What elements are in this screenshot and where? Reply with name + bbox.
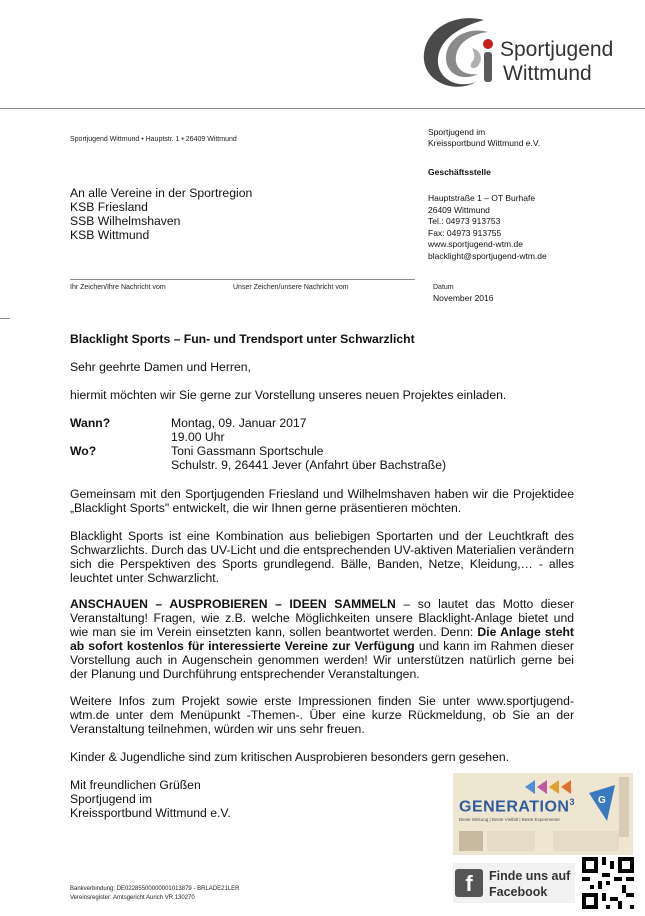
g3-logo-icon <box>589 785 615 821</box>
footer-block <box>70 885 239 903</box>
recipient-line: SSB Wilhelmshaven <box>70 214 181 228</box>
logo-line2: Wittmund <box>503 62 592 85</box>
recipient-line: An alle Vereine in der Sportregion <box>70 186 253 200</box>
generation-superscript: 3 <box>569 797 575 807</box>
motto-text: ANSCHAUEN – AUSPROBIEREN – IDEEN SAMMELN <box>70 597 396 611</box>
where-address: Schulstr. 9, 26441 Jever (Anfahrt über Bachstraße) <box>171 458 447 472</box>
address-line: 26409 Wittmund <box>428 204 490 215</box>
paragraph-description: Blacklight Sports ist eine Kombination aus beliebigen Sportarten und der Leuchtkraft des Schwarzlichts. Durch das UV-Licht und die entsprechenden UV-aktiven Materialien verändern sich die Perspektiven des Sports grundlegend. Bälle, Banden, Netze, Kleidung,… - alles leuchtet unter Schwarzlicht. <box>70 529 575 585</box>
paragraph-motto <box>70 597 574 681</box>
tel-line: Tel.: 04973 913753 <box>428 216 501 226</box>
facebook-link[interactable] <box>453 863 575 903</box>
register-details: Vereinsregister: Amtsgericht Aurich VR 130270 <box>70 895 195 901</box>
your-reference-label: Ihr Zeichen/Ihre Nachricht vom <box>70 284 166 291</box>
org-info-block <box>428 127 540 149</box>
org-line: Sportjugend im <box>428 127 486 137</box>
where-venue: Toni Gassmann Sportschule <box>171 444 324 458</box>
sportjugend-logo-icon <box>414 12 504 100</box>
date-label: Datum <box>433 284 454 291</box>
facebook-icon: f <box>455 869 483 897</box>
address-line: Hauptstraße 1 – OT Burhafe <box>428 193 536 203</box>
closing-line: Mit freundlichen Grüßen <box>70 778 201 792</box>
org-line: Kreissportbund Wittmund e.V. <box>428 138 541 148</box>
free-offer-text: Die Anlage steht ab sofort kostenlos für interessierte Vereine zur Verfügung <box>70 625 574 653</box>
date-value: November 2016 <box>433 293 494 303</box>
our-reference-label: Unser Zeichen/unsere Nachricht vom <box>233 284 349 291</box>
when-date: Montag, 09. Januar 2017 <box>171 416 307 430</box>
closing-line: Sportjugend im <box>70 792 152 806</box>
generation-title-text: GENERATION <box>459 798 570 816</box>
recipient-address <box>70 186 252 242</box>
closing-line: Kreissportbund Wittmund e.V. <box>70 806 231 820</box>
where-label: Wo? <box>70 444 97 458</box>
logo-line1: Sportjugend <box>500 38 614 61</box>
when-time: 19.00 Uhr <box>171 430 225 444</box>
program-logo-icon <box>553 831 619 851</box>
intro-text: hiermit möchten wir Sie gerne zur Vorstellung unseres neuen Projektes einladen. <box>70 388 507 402</box>
lower-saxony-crest-icon <box>459 831 483 851</box>
facebook-line2: Facebook <box>489 885 548 899</box>
letter-subject: Blacklight Sports – Fun- und Trendsport unter Schwarzlicht <box>70 332 415 346</box>
paragraph-project: Gemeinsam mit den Sportjugenden Friesland und Wilhelmshaven haben wir die Projektidee „Blacklight Sports" entwickelt, die wir Ihnen gerne präsentieren möchten. <box>70 487 574 515</box>
motto-body-1: – so lautet das Motto dieser Veranstaltung! Fragen, wie z.B. welche Möglichkeiten unsere Blacklight-Anlage bietet und wie man sie im Verein einsetzten kann, sollen beantwortet werden. Denn: <box>70 597 575 639</box>
office-heading: Geschäftsstelle <box>428 167 491 177</box>
office-address <box>428 193 547 262</box>
generation-title <box>459 797 575 816</box>
bank-details: Bankverbindung: DE02285500000001013879 - BRLADE21LER <box>70 886 240 892</box>
sender-line: Sportjugend Wittmund • Hauptstr. 1 • 26409 Wittmund <box>70 136 237 143</box>
fax-line: Fax: 04973 913755 <box>428 227 502 238</box>
vertical-strip <box>619 777 629 837</box>
generation-banner <box>453 773 633 855</box>
qr-code-icon[interactable] <box>582 857 634 909</box>
reference-rule <box>70 279 415 280</box>
motto-body-2: und kann im Rahmen dieser Vorstellung auch in Augenschein genommen werden! Wir unterstützen natürlich gerne bei der Planung und Durchführung entsprechender Veranstaltungen. <box>70 639 574 681</box>
closing-block <box>70 778 231 820</box>
when-label: Wann? <box>70 416 111 430</box>
email-link[interactable]: blacklight@sportjugend-wtm.de <box>428 250 547 261</box>
web-link[interactable]: www.sportjugend-wtm.de <box>428 239 523 249</box>
generation-tagline: Beste Wirkung | Beste Vielfalt | Beste Experimente <box>459 817 560 822</box>
header-rule <box>0 108 645 109</box>
salutation: Sehr geehrte Damen und Herren, <box>70 360 251 374</box>
recipient-line: KSB Wittmund <box>70 228 150 242</box>
facebook-line1: Finde uns auf <box>489 869 571 883</box>
recipient-line: KSB Friesland <box>70 200 148 214</box>
ministry-logo-icon <box>487 831 535 851</box>
paragraph-info: Weitere Infos zum Projekt sowie erste Impressionen finden Sie unter www.sportjugend-wtm.de unter dem Menüpunkt -Themen-. Über eine kurze Rückmeldung, ob Sie an der Veranstaltung teilnehmen, würden wir uns sehr freuen. <box>70 694 574 736</box>
svg-text:G: G <box>598 795 606 806</box>
fold-mark <box>0 318 10 319</box>
paragraph-youth: Kinder & Jugendliche sind zum kritischen Ausprobieren besonders gern gesehen. <box>70 750 510 764</box>
arrows-icon <box>525 779 575 795</box>
